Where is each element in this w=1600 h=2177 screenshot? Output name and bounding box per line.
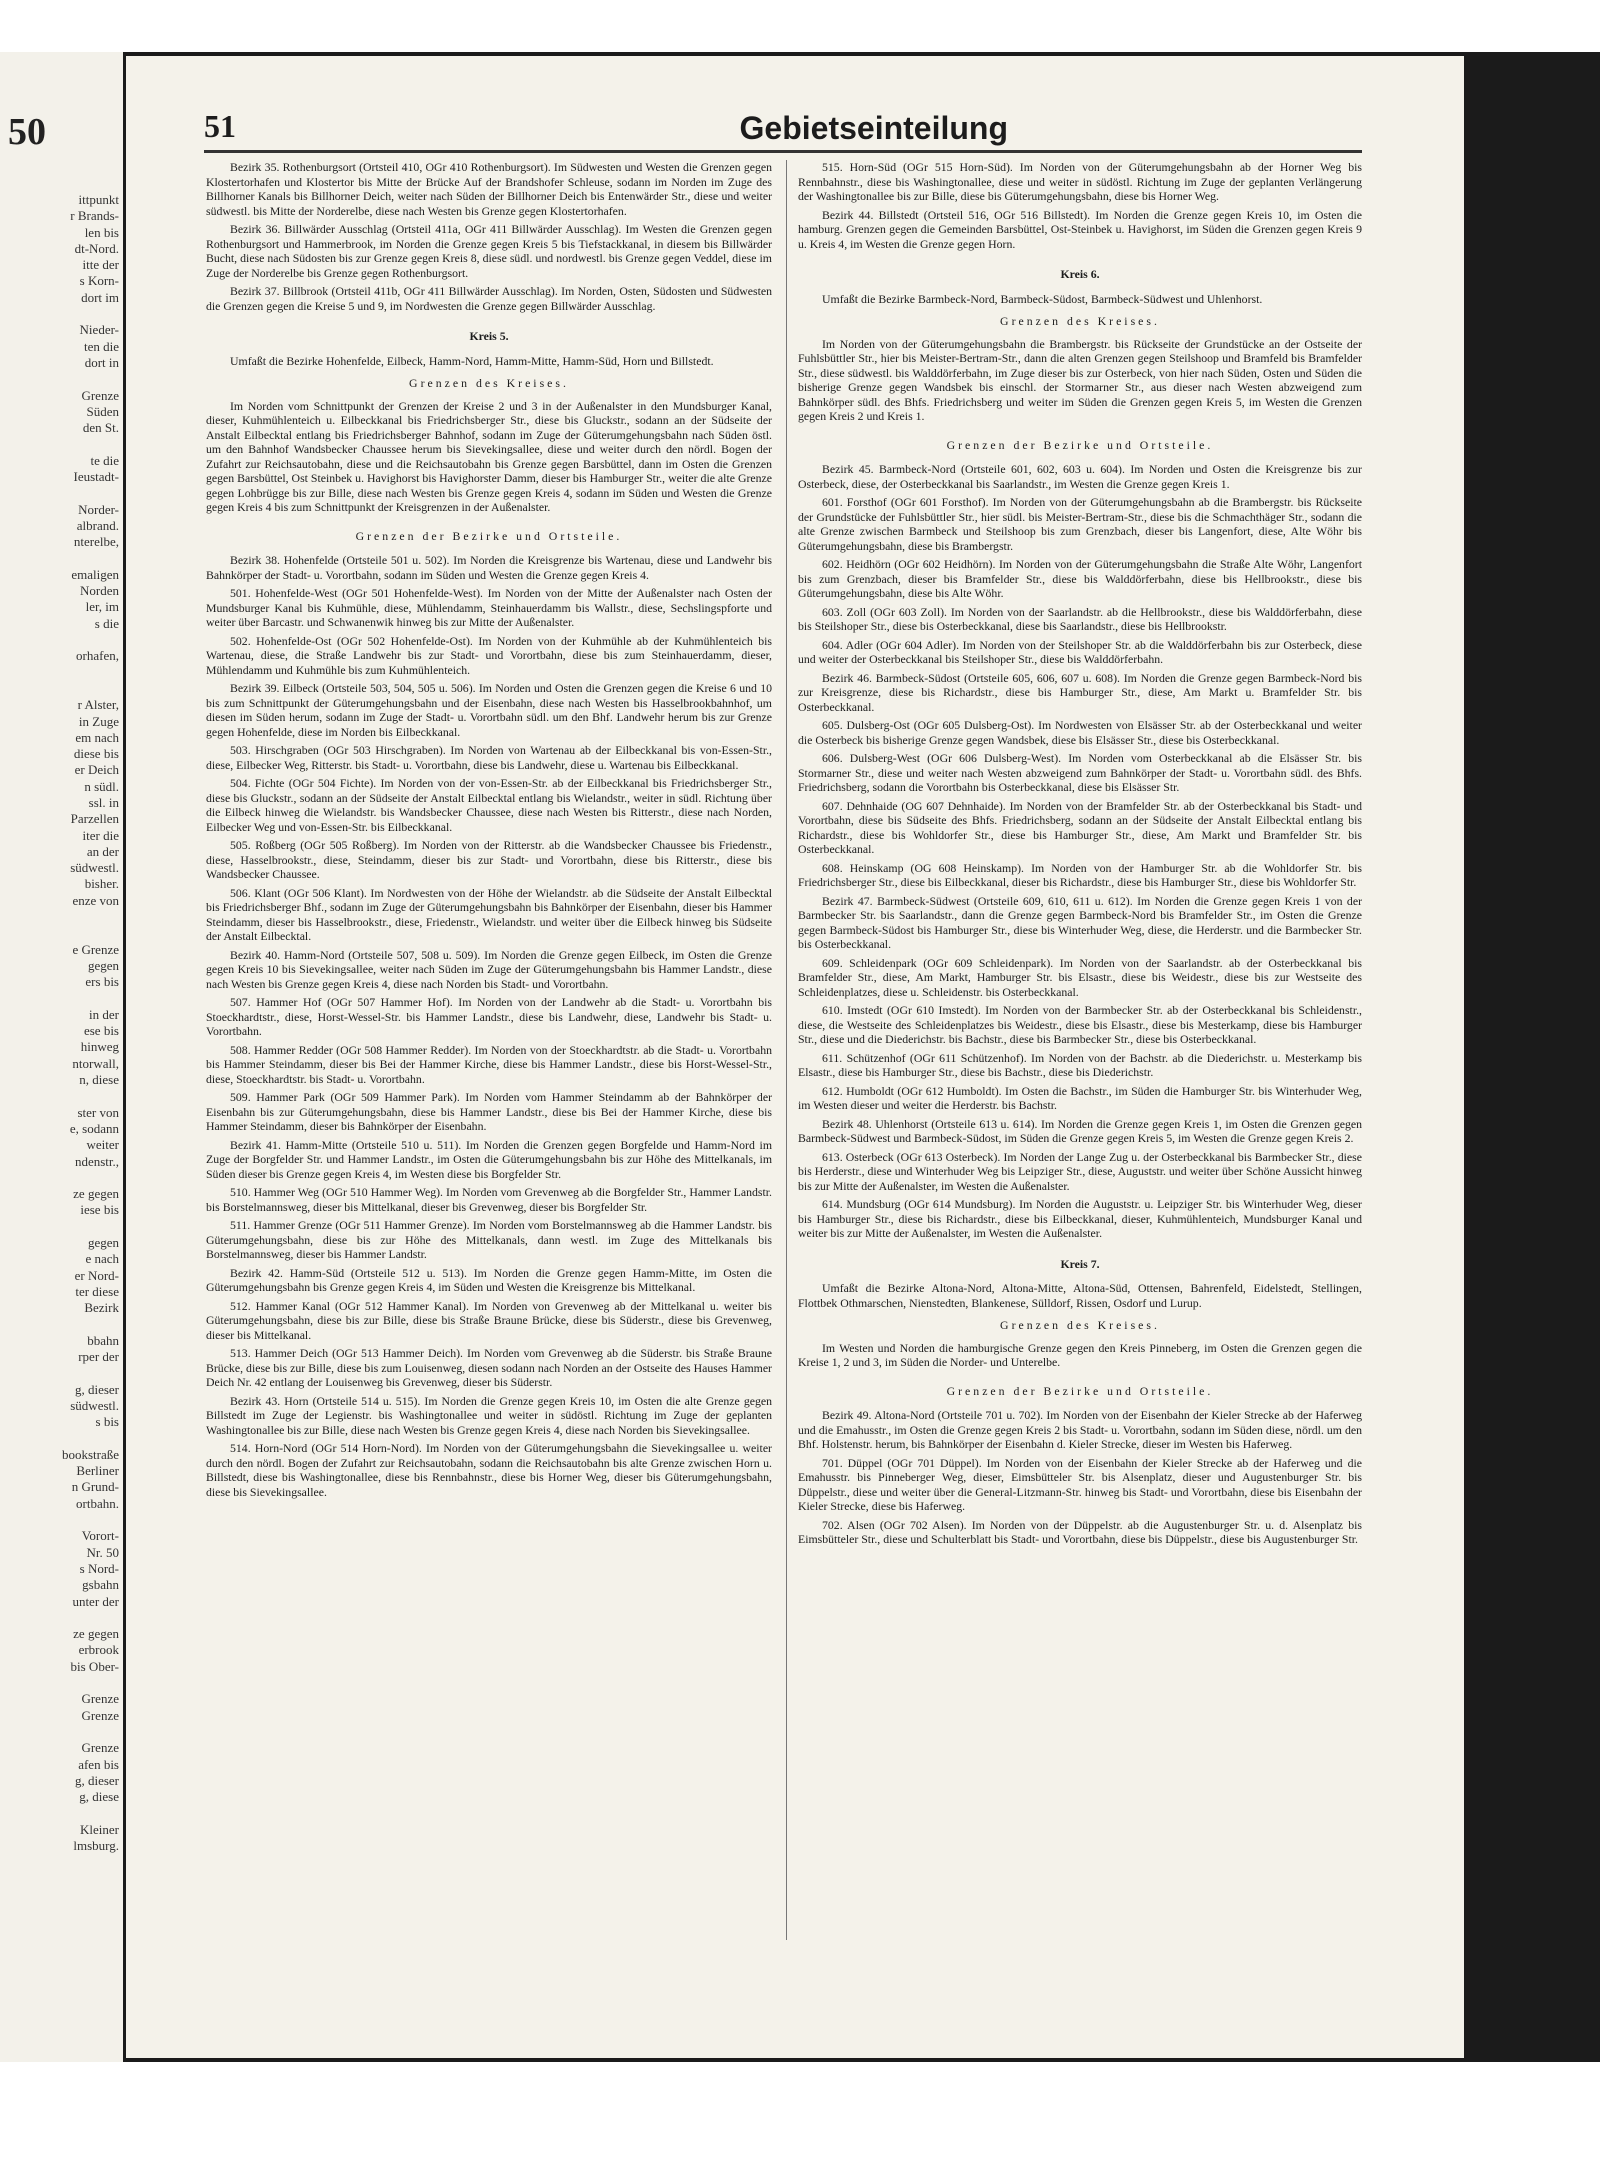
previous-page-line (11, 909, 119, 925)
previous-page-line: den St. (82, 420, 119, 436)
previous-page-line: orhafen, (76, 648, 119, 664)
previous-page-line: dort im (81, 289, 119, 305)
section-heading: Kreis 7. (1060, 1256, 1100, 1271)
previous-page-line (11, 1316, 119, 1332)
previous-page-line: dt-Nord. (74, 240, 119, 256)
paragraph: 515. Horn-Süd (OGr 515 Horn-Süd). Im Norden von der Güterumgehungsbahn ab der Horner Weg bis Rennbahnstr., diese bis Washingtonallee, diese und weiter in südöstl. Richtung im Zuge der geplanten Verlängerung der Washingtonallee bis zur Bille, diese bis Güterumgehungsbahn, diese bis Horner Weg. (798, 160, 1362, 203)
paragraph: Bezirk 38. Hohenfelde (Ortsteile 501 u. 502). Im Norden die Kreisgrenze bis Wartenau, diese und Landwehr bis Bahnkörper der Stadt- u. Vorortbahn, sodann im Süden und Westen die Grenze gegen Kreis 4. (206, 553, 772, 582)
previous-page-line: r Brands- (70, 208, 119, 224)
paragraph: 508. Hammer Redder (OGr 508 Hammer Redder). Im Norden von der Stoeckhardtstr. ab die Stadt- u. Vorortbahn bis Hammer Steindamm, dieser bis Bei der Hammer Kirche, diese bis Hammer Landstr., diese bis Horst-Wessel-Str., diese, Stoeckhardtstr. bis Stadt- u. Vorortbahn. (206, 1042, 772, 1086)
previous-page-line: erbrook (78, 1642, 119, 1658)
previous-page-line: ze gegen (73, 1186, 119, 1202)
previous-page-line: s bis (95, 1414, 119, 1430)
previous-page-line: gegen (87, 957, 119, 973)
paragraph: Umfaßt die Bezirke Barmbeck-Nord, Barmbeck-Südost, Barmbeck-Südwest und Uhlenhorst. (822, 291, 1263, 306)
previous-page-line: n südl. (84, 778, 119, 794)
paragraph: 603. Zoll (OGr 603 Zoll). Im Norden von der Saarlandstr. ab die Hellbrookstr., diese bis Walddörferbahn, diese bis Steilshoper Str., diese bis Osterbeckkanal, diese bis Saarlandstr., diese bis Hellbrookstr. (798, 604, 1362, 633)
previous-page-line: ese bis (83, 1023, 119, 1039)
paragraph: Bezirk 42. Hamm-Süd (Ortsteile 512 u. 513). Im Norden die Grenze gegen Hamm-Mitte, im Osten die Güterumgehungsbahn bis Grenze gegen Kreis 4, im Süden und Westen die Kreisgrenze bis Mittelkanal. (206, 1265, 772, 1294)
previous-page-line: ten die (83, 338, 119, 354)
previous-page-line: emaligen (71, 566, 119, 582)
section-heading: Kreis 5. (469, 329, 509, 343)
paragraph: 604. Adler (OGr 604 Adler). Im Norden von der Steilshoper Str. ab die Walddörferbahn bis zur Osterbeck, diese und weiter der Osterbeckkanal bis Steilshoper Str., diese bis Walddörferbahn. (798, 637, 1362, 666)
previous-page-line (11, 665, 119, 681)
previous-page-line: bisher. (84, 876, 119, 892)
paragraph: Bezirk 36. Billwärder Ausschlag (Ortsteil 411a, OGr 411 Billwärder Ausschlag). Im Westen die Grenzen gegen Rothenburgsort und Hammerbrook, im Norden die Grenze gegen Kreis 5 bis Tiefstackkanal, in diesem bis Billwärder Bucht, diese nach Südosten bis zur Grenze gegen Kreis 8, diese südl. und nordwestl. bis Grenze gegen Veddel, diese im Zuge der Norderelbe bis Grenze gegen Rothenburgsort. (206, 222, 772, 280)
previous-page-line: em nach (75, 729, 119, 745)
paragraph: 609. Schleidenpark (OGr 609 Schleidenpark). Im Norden von der Saarlandstr. ab der Osterbeckkanal bis Bramfelder Str., diese, Am Markt, Hamburger Str. bis Elsastr., diese bis Weidestr., diese bis zur Westseite des Schleidenplatzes, diese u. Schleidenstr. bis Osterbeckkanal. (798, 955, 1362, 999)
subsection-heading: Grenzen der Bezirke und Ortsteile. (946, 437, 1214, 452)
previous-page-line: gsbahn (82, 1577, 119, 1593)
paragraph: 702. Alsen (OGr 702 Alsen). Im Norden von der Düppelstr. ab die Augustenburger Str. u. d. Alsenplatz bis Eimsbütteler Str., diese und Schulterblatt bis Stadt- und Vorortbahn, diese bis Düppelstr., diese bis Augustenburger Str. (798, 1517, 1362, 1546)
previous-page-line: ndenstr., (74, 1153, 119, 1169)
subsection-heading: Grenzen der Bezirke und Ortsteile. (355, 528, 623, 543)
previous-page-line: Süden (86, 403, 119, 419)
paragraph: 701. Düppel (OGr 701 Düppel). Im Norden von der Eisenbahn der Kieler Strecke ab der Haferweg und die Emahusstr. bis Pinneberger Weg, dieser, Eimsbütteler Str. bis Alsenplatz, dieser und Augustenburger Str. bis Düppelstr., diese und weiter über die General-Litzmann-Str. hinweg bis Stadt- und Vorortbahn, diese bis Eisenbahn der Kieler Strecke, diese bis Haferweg. (798, 1455, 1362, 1513)
paragraph: 601. Forsthof (OGr 601 Forsthof). Im Norden von der Güterumgehungsbahn ab die Brambergstr. bis Rückseite der Grundstücke der Fuhlsbüttler Str., hier südl. bis Meister-Bertram-Str., diese bis die Schmachthäger Str., sodann die alte Grenze zwischen Barmbeck und Steilshoop bis zum Grenzbach, dieser bis Langenfort, diese, Alte Wöhr bis Güterumgehungsbahn, diese bis Brambergstr. (798, 495, 1362, 553)
paragraph: 504. Fichte (OGr 504 Fichte). Im Norden von der von-Essen-Str. ab der Eilbeckkanal bis Friedrichsberger Str., diese bis Gluckstr., sodann an der Südseite der Anstalt Eilbecktal entlang bis Wielandstr., weiter in südl. Richtung über die Eilbeck hinweg die Wielandstr. bis Wandsbecker Chaussee, diese nach Westen bis Ritterstr., diese nach Norden, Eilbecker Weg und von-Essen-Str. bis Eilbeckkanal. (206, 776, 772, 834)
previous-page-line (11, 551, 119, 567)
previous-page-line: Nr. 50 (86, 1544, 119, 1560)
paragraph: Bezirk 37. Billbrook (Ortsteil 411b, OGr 411 Billwärder Ausschlag). Im Norden, Osten, Südosten und Südwesten die Grenzen gegen die Kreise 5 und 9, im Nordwesten die Grenze gegen Billwärder Ausschlag. (206, 284, 772, 313)
previous-page-line: Grenze (81, 387, 119, 403)
previous-page-line: Ieustadt- (73, 469, 119, 485)
previous-page-line: te die (90, 452, 119, 468)
previous-page-line: g, dieser (74, 1772, 119, 1788)
previous-page-line: r Alster, (77, 697, 119, 713)
previous-page-line: unter der (72, 1593, 119, 1609)
previous-page-line: e, sodann (69, 1120, 119, 1136)
previous-page-line: iter die (82, 827, 119, 843)
column-divider (786, 160, 787, 1940)
paragraph: 510. Hammer Weg (OGr 510 Hammer Weg). Im Norden vom Grevenweg ab die Borgfelder Str., Hammer Landstr. bis Borstelmannsweg, dieser bis Mittelkanal, dieser bis Grevenweg, dieser bis Borgfelder Str. (206, 1185, 772, 1214)
paragraph: 503. Hirschgraben (OGr 503 Hirschgraben). Im Norden von Wartenau ab der Eilbeckkanal bis von-Essen-Str., diese, Eilbecker Weg, Ritterstr. bis Stadt- u. Vorortbahn, diese bis Landwehr, diese u. Wartenau bis Eilbeckkanal. (206, 743, 772, 772)
paragraph: 514. Horn-Nord (OGr 514 Horn-Nord). Im Norden von der Güterumgehungsbahn die Sievekingsallee u. weiter durch den nördl. Bogen der Zufahrt zur Reichsautobahn, sodann die Reichsautobahn bis alte Grenze zwischen Horn u. Billstedt, diese bis Washingtonallee, diese bis Rennbahnstr., diese bis Horner Weg, dieser bis Güterumgehungsbahn, diese bis Sievekingsallee. (206, 1441, 772, 1499)
previous-page-line: Berliner (76, 1463, 119, 1479)
previous-page-line (11, 1170, 119, 1186)
previous-page-line: bis Ober- (70, 1658, 119, 1674)
previous-page-line: ortbahn. (76, 1495, 119, 1511)
page-title: Gebietseinteilung (739, 110, 1008, 146)
paragraph: Im Norden vom Schnittpunkt der Grenzen der Kreise 2 und 3 in der Außenalster in den Mundsburger Kanal, dieser, Kuhmühlenteich u. Eilbeckkanal bis Friedrichsberger Str., diese bis Gluckstr., sodann an der Südseite der Anstalt Eilbecktal entlang bis Friedrichsberger Bahnhof, sodann im Zuge der Güterumgehungsbahn nach Süden östl. um den Bahnhof Wandsbecker Chaussee herum bis Sievekingsallee, diese und weiter durch den nördl. Bogen der Zufahrt zur Reichsautobahn, diese und die Reichsautobahn bis Grenze gegen Barsbüttel, dann im Osten die Grenzen gegen Barsbüttel, Ost Steinbek u. Havighorst bis Havighorster Damm, dieser bis Hamburger Str., weiter die alte Grenze gegen Lohbrügge bis zur Bille, diese nach Westen bis Grenze gegen Kreis 4, sodann im Süden und Westen die Grenze gegen Kreis 4 bis zum Schnittpunkt der Kreisgrenzen in der Außenalster. (206, 398, 772, 514)
previous-page-line: e nach (85, 1251, 119, 1267)
previous-page-line (11, 1088, 119, 1104)
previous-page-line: dort in (84, 354, 119, 370)
subsection-heading: Grenzen des Kreises. (409, 376, 569, 390)
previous-page-line: iese bis (80, 1202, 119, 1218)
paragraph: 608. Heinskamp (OG 608 Heinskamp). Im Norden von der Hamburger Str. ab die Wohldorfer Str. bis Friedrichsberger Str., diese bis Eilbeckkanal, dieser bis Richardstr., diese bis Hamburger Str., diese bis Wohldorfer Str. (798, 860, 1362, 889)
previous-page-line (11, 1431, 119, 1447)
paragraph: Bezirk 41. Hamm-Mitte (Ortsteile 510 u. 511). Im Norden die Grenzen gegen Borgfelde und Hamm-Nord im Zuge der Borgfelder Str. und Hammer Landstr., im Osten die Güterumgehungsbahn bis zur Höhe des Mittelkanals, im Süden dieser bis Grenze gegen Kreis 4, im Westen diese bis Borgfelder Str. (206, 1137, 772, 1181)
paragraph: 511. Hammer Grenze (OGr 511 Hammer Grenze). Im Norden vom Borstelmannsweg ab die Hammer Landstr. bis Güterumgehungsbahn, diese bis zur Höhe des Mittelkanals, dann westl. im Zuge des Mittelkanals bis Borstelmannsweg, dieser bis Hammer Landstr. (206, 1218, 772, 1261)
previous-page-line: s die (94, 615, 119, 631)
previous-page-line (11, 436, 119, 452)
paragraph: Bezirk 43. Horn (Ortsteile 514 u. 515). Im Norden die Grenze gegen Kreis 10, im Osten die alte Grenze gegen Billstedt im Zuge der Legienstr. bis Washingtonallee und weiter in südöstl. Richtung im Zuge der geplanten Washingtonallee bis zur Bille, diese nach Westen bis Grenze gegen Kreis 4, diese nach Norden bis Sievekingsallee. (206, 1393, 772, 1437)
previous-page-line: s Nord- (79, 1560, 119, 1576)
previous-page-line: len bis (84, 224, 119, 240)
previous-page-line: n, diese (79, 1072, 119, 1088)
previous-page-edge (0, 52, 123, 2062)
paragraph: Umfaßt die Bezirke Hohenfelde, Eilbeck, Hamm-Nord, Hamm-Mitte, Hamm-Süd, Horn und Billstedt. (230, 353, 714, 368)
previous-page-line: südwestl. (70, 860, 119, 876)
previous-page-line: ers bis (85, 974, 119, 990)
previous-page-line (11, 306, 119, 322)
paragraph: Bezirk 35. Rothenburgsort (Ortsteil 410, OGr 410 Rothenburgsort). Im Südwesten und Westen die Grenzen gegen Klostertorhafen und Klostertor bis Mitte der Brücke Auf der Brandshofer Schleuse, sodann im Norden im Zuge des Billhorner Kanals bis Billhorner Deich, weiter nach Süden der Billhorner Deich bis Entenwärder Str., diese und weiter südwestl. bis Mitte der Norderelbe, diese nach Westen bis Grenze gegen Klostertorhafen. (206, 160, 772, 218)
previous-page-line: Grenze (81, 1691, 119, 1707)
paragraph: 605. Dulsberg-Ost (OGr 605 Dulsberg-Ost). Im Nordwesten von Elsässer Str. ab der Osterbeckkanal und weiter die Osterbeck bis bisherige Grenze gegen Wandsbek, diese bis Elsässer Str., diese bis Osterbeckkanal. (798, 718, 1362, 747)
previous-page-line: n Grund- (71, 1479, 119, 1495)
header-rule (204, 150, 1362, 153)
previous-page-line: ster von (77, 1104, 119, 1120)
previous-page-line (11, 1610, 119, 1626)
paragraph: 502. Hohenfelde-Ost (OGr 502 Hohenfelde-Ost). Im Norden von der Kuhmühle ab der Kuhmühlenteich bis Wartenau, diese, die Straße Landwehr bis zur Stadt- und Vorortbahn, diese bis zum Steinhauerdamm, dieser, Mühlendamm und Kuhmühle bis zum Kuhmühlenteich. (206, 633, 772, 677)
previous-page-line: lmsburg. (73, 1837, 119, 1853)
previous-page-line: in der (89, 1006, 119, 1022)
previous-page-number: 50 (8, 111, 46, 153)
paragraph: 512. Hammer Kanal (OGr 512 Hammer Kanal). Im Norden von Grevenweg ab der Mittelkanal u. weiter bis Güterumgehungsbahn, diese bis zur Bille, diese bis Straße Braune Brücke, diese bis Süderstr., diese bis Grevenweg, dieser bis Mittelkanal. (206, 1298, 772, 1342)
previous-page-line: südwestl. (70, 1397, 119, 1413)
paragraph: 506. Klant (OGr 506 Klant). Im Nordwesten von der Höhe der Wielandstr. ab die Südseite der Anstalt Eilbecktal bis Friedrichsberger Bhf., sodann im Zuge der Güterumgehungsbahn bis Bahnkörper der Eisenbahn, dieser bis Hammer Steindamm, dieser bis Hasselbrookstr., diese, Friedenstr., Wielandstr. und weiter über die Eilbeck hinweg bis Südseite der Anstalt Eilbecktal. (206, 885, 772, 943)
previous-page-line (11, 485, 119, 501)
previous-page-line (11, 632, 119, 648)
previous-page-line (11, 1365, 119, 1381)
previous-page-line: Grenze (81, 1707, 119, 1723)
previous-page-line: ter diese (75, 1283, 119, 1299)
previous-page-line (11, 371, 119, 387)
paragraph: Im Norden von der Güterumgehungsbahn die Brambergstr. bis Rückseite der Grundstücke an der Ostseite der Fuhlsbüttler Str., hier bis Meister-Bertram-Str., dann die alten Grenzen gegen Steilshoop und Bramfeld bis Bramfelder Str., diese südwestl. bis Walddörferbahn, im Zuge dieser bis zur Osterbeck, von hier nach Süden, Osten und Süden die bisherige Grenze gegen Wandsbek bis einschl. der Stormarner Str., aus dieser nach Westen abzweigend zum Bahnkörper südl. des Bhfs. Friedrichsberg und weiter im Süden die Grenzen gegen Kreis 5, im Westen die Grenzen gegen Kreis 2 und Kreis 1. (798, 336, 1362, 423)
previous-page-line (11, 925, 119, 941)
previous-page-line (11, 1805, 119, 1821)
previous-page-line: Vorort- (81, 1528, 119, 1544)
paragraph: 507. Hammer Hof (OGr 507 Hammer Hof). Im Norden von der Landwehr ab die Stadt- u. Vorortbahn bis Stoeckhardtstr., diese, Horst-Wessel-Str. bis Hammer Landstr., diese bis Landwehr, diese, Landwehr bis Stadt- u. Vorortbahn. (206, 995, 772, 1038)
previous-page-line: itte der (82, 257, 119, 273)
paragraph: Bezirk 49. Altona-Nord (Ortsteile 701 u. 702). Im Norden von der Eisenbahn der Kieler Strecke ab der Haferweg und die Emahusstr., im Osten die Grenze gegen Kreis 2 bis Stadt- u. Vorortbahn, sodann im Süden diese, nördl. um den Bhf. Holstenstr. herum, bis Bahnkörper der Eisenbahn d. Kieler Strecke, dieser im Westen bis Haferweg. (798, 1408, 1362, 1451)
previous-page-line (11, 1675, 119, 1691)
previous-page-line: Grenze (81, 1740, 119, 1756)
paragraph: 614. Mundsburg (OGr 614 Mundsburg). Im Norden die Auguststr. u. Leipziger Str. bis Winterhuder Weg, dieser bis Hamburger Str., diese bis Richardstr., diese bis Eilbeckkanal, dieser, Kuhmühlenteich, Mundsburger Kanal und weiter bis zur Mitte der Außenalster, im Westen die Außenalster. (798, 1197, 1362, 1240)
previous-page-line: rper der (78, 1349, 119, 1365)
previous-page-line: diese bis (73, 746, 119, 762)
previous-page-line: Nieder- (79, 322, 119, 338)
previous-page-line: ssl. in (88, 794, 119, 810)
previous-page-line: nterelbe, (73, 534, 119, 550)
paragraph: 509. Hammer Park (OGr 509 Hammer Park). Im Norden vom Hammer Steindamm ab der Bahnkörper der Eisenbahn bis zur Güterumgehungsbahn, diese bis Hammer Landstr., diese bis Bei der Hammer Kirche, diese bis Hammer Steindamm, dieser bis Bahnkörper der Eisenbahn. (206, 1090, 772, 1133)
previous-page-line: hinweg (80, 1039, 119, 1055)
previous-page-line: er Deich (74, 762, 119, 778)
paragraph: Bezirk 39. Eilbeck (Ortsteile 503, 504, 505 u. 506). Im Norden und Osten die Grenzen gegen die Kreise 6 und 10 bis zum Schnittpunkt der Güterumgehungsbahn und der Eisenbahn, diese nach Westen bis Hasselbrookbahnhof, um diesen im Süden herum, sodann im Zuge der Stadt- u. Vorortbahn südl. um den Bhf. Landwehr herum bis zur Grenze gegen Hohenfelde, diese im Norden bis Eilbeckkanal. (206, 681, 772, 739)
paragraph: Bezirk 47. Barmbeck-Südwest (Ortsteile 609, 610, 611 u. 612). Im Norden die Grenze gegen Kreis 1 von der Barmbecker Str. bis Saarlandstr., dann die Grenze gegen Barmbeck-Nord bis Bramfelder Str., im Osten die Grenze gegen Barmbeck-Südost bis Hamburger Str., diese bis Winterhuder Weg, diese, die Herderstr. und die Barmbecker Str. bis Osterbeckkanal. (798, 893, 1362, 951)
subsection-heading: Grenzen der Bezirke und Ortsteile. (946, 1383, 1214, 1398)
previous-page-line: enze von (72, 892, 119, 908)
previous-page-line: albrand. (76, 517, 119, 533)
previous-page-line: s Korn- (79, 273, 119, 289)
previous-page-line: Norder- (78, 501, 119, 517)
paragraph: 607. Dehnhaide (OG 607 Dehnhaide). Im Norden von der Bramfelder Str. ab der Osterbeckkanal bis Stadt- und Vorortbahn, diese bis Südseite des Bhfs. Friedrichsberg, sodann an der Südseite der Anstalt Eilbecktal entlang bis Richardstr., diese bis Wohldorfer Str., diese bis Hamburger Str., diese, Am Markt und Bramfelder Str. bis Osterbeckkanal. (798, 798, 1362, 856)
previous-page-line: Norden (80, 583, 119, 599)
previous-page-line (11, 681, 119, 697)
paragraph: Bezirk 46. Barmbeck-Südost (Ortsteile 605, 606, 607 u. 608). Im Norden die Grenze gegen Barmbeck-Nord bis zur Kreisgrenze, diese bis Richardstr., diese bis Hamburger Str., diese, Am Markt u. Bramfelder Str. bis Osterbeckkanal. (798, 670, 1362, 714)
previous-page-line: e Grenze (72, 941, 119, 957)
previous-page-line: ntorwall, (72, 1055, 119, 1071)
subsection-heading: Grenzen des Kreises. (1000, 1318, 1160, 1332)
previous-page-line: ler, im (85, 599, 119, 615)
left-column (206, 160, 772, 1503)
paragraph: Im Westen und Norden die hamburgische Grenze gegen den Kreis Pinneberg, im Osten die Grenzen gegen die Kreise 1, 2 und 3, im Süden die Norder- und Unterelbe. (798, 1340, 1362, 1369)
previous-page-line: afen bis (78, 1756, 119, 1772)
page-51 (126, 56, 1464, 2058)
paragraph: 513. Hammer Deich (OGr 513 Hammer Deich). Im Norden vom Grevenweg ab die Süderstr. bis Straße Braune Brücke, diese bis zur Bille, diese bis zum Louisenweg, diesen sodann nach Norden an der Ostseite des Hauses Hammer Deich Nr. 42 entlang der Louisenweg bis Grevenweg, dieser bis Süderstr. (206, 1346, 772, 1389)
previous-page-line: weiter (86, 1137, 119, 1153)
paragraph: Bezirk 44. Billstedt (Ortsteil 516, OGr 516 Billstedt). Im Norden die Grenze gegen Kreis 10, im Osten die hamburg. Grenzen gegen die Gemeinden Barsbüttel, Ost-Steinbek u. Havighorst, im Süden die Grenzen gegen Kreis 9 u. Kreis 4, im Westen die Grenze gegen Horn. (798, 207, 1362, 251)
paragraph: 611. Schützenhof (OGr 611 Schützenhof). Im Norden von der Bachstr. ab die Diederichstr. u. Mesterkamp bis Elsastr., diese bis Hamburger Str., diese bis Bachstr., diese bis Diederichstr. (798, 1050, 1362, 1079)
previous-page-line (11, 1724, 119, 1740)
paragraph: Umfaßt die Bezirke Altona-Nord, Altona-Mitte, Altona-Süd, Ottensen, Bahrenfeld, Eidelstedt, Stellingen, Flottbek Othmarschen, Nienstedten, Blankenese, Sülldorf, Rissen, Osdorf und Lurup. (798, 1281, 1362, 1310)
paragraph: Bezirk 40. Hamm-Nord (Ortsteile 507, 508 u. 509). Im Norden die Grenze gegen Eilbeck, im Osten die Grenze gegen Kreis 10 bis Sievekingsallee, weiter nach Süden im Zuge der Güterumgehungsbahn bis Hammer Landstr., diese nach Westen bis Grenze gegen Kreis 4, diese nach Norden bis Stadt- und Vorortbahn. (206, 947, 772, 991)
previous-page-line: bookstraße (61, 1446, 119, 1462)
previous-page-line: in Zuge (78, 713, 119, 729)
page-number: 51 (204, 108, 236, 144)
right-column (798, 160, 1362, 1551)
previous-page-line: gegen (87, 1235, 119, 1250)
previous-page-line: Bezirk (84, 1300, 119, 1316)
paragraph: 501. Hohenfelde-West (OGr 501 Hohenfelde-West). Im Norden von der Mitte der Außenalster nach Osten der Mundsburger Kanal bis Kuhmühle, diese, Mühlendamm, Steinhauerdamm bis Wallstr., diese, Sechslingspforte und weiter über Barcastr. und Schwanenwik hinweg bis zur Mitte der Außenalster. (206, 586, 772, 629)
previous-page-line (11, 991, 119, 1007)
previous-page-line: g, diese (79, 1789, 119, 1805)
previous-page-text (11, 192, 119, 1854)
paragraph: 606. Dulsberg-West (OGr 606 Dulsberg-West). Im Norden vom Osterbeckkanal ab die Elsässer Str. bis Stormarner Str., diese und weiter nach Westen abzweigend zum Bahnkörper der Stadt- u. Vorortbahn südl. des Bhfs. Friedrichsberg, sodann die Vorortbahn bis Osterbeckkanal, diese bis Elsässer Str. (798, 751, 1362, 794)
previous-page-line: bbahn (87, 1332, 119, 1348)
paragraph: 610. Imstedt (OGr 610 Imstedt). Im Norden von der Barmbecker Str. ab der Osterbeckkanal bis Schleidenstr., diese, die Westseite des Schleidenplatzes bis Weidestr., diese bis Elsastr., diese bis Mesterkamp, diese bis Hamburger Str., diese und die Diederichstr. bis Bachstr., diese bis Barmbecker Str., diese bis Osterbeckkanal. (798, 1003, 1362, 1046)
paragraph: 602. Heidhörn (OGr 602 Heidhörn). Im Norden von der Güterumgehungsbahn die Straße Alte Wöhr, Langenfort bis zum Grenzbach, dieser bis Bramfelder Str., diese bis Walddörferbahn, diese bis Hellbrookstr., diese bis Güterumgehungsbahn, diese bis Alte Wöhr. (798, 557, 1362, 600)
previous-page-line: Kleiner (80, 1821, 119, 1837)
paragraph: 505. Roßberg (OGr 505 Roßberg). Im Norden von der Ritterstr. ab die Wandsbecker Chaussee bis Friedenstr., diese, Hasselbrookstr., diese, Steindamm, dieser bis zur Stadt- und Vorortbahn, diese bis Ritterstr., diese bis Wandsbecker Chaussee. (206, 838, 772, 881)
previous-page-line: ittpunkt (78, 192, 119, 207)
previous-page-line: g, dieser (74, 1381, 119, 1397)
previous-page-line (11, 1512, 119, 1528)
previous-page-line: Parzellen (70, 811, 119, 827)
previous-page-line: an der (86, 843, 119, 859)
subsection-heading: Grenzen des Kreises. (1000, 314, 1160, 328)
paragraph: Bezirk 48. Uhlenhorst (Ortsteile 613 u. 614). Im Norden die Grenze gegen Kreis 1, im Osten die Grenzen gegen Barmbeck-Südwest und Barmbeck-Südost, im Süden die Grenze gegen Kreis 5, im Westen die Grenze gegen Kreis 2. (798, 1116, 1362, 1145)
paragraph: 613. Osterbeck (OGr 613 Osterbeck). Im Norden der Lange Zug u. der Osterbeckkanal bis Barmbecker Str., diese bis Herderstr., diese und Winterhuder Weg bis Leipziger Str., diese, Auguststr. und weiter über Schöne Aussicht hinweg bis zur Mitte der Außenalster, im Westen die Außenalster. (798, 1149, 1362, 1193)
previous-page-line (11, 1219, 119, 1235)
paragraph: 612. Humboldt (OGr 612 Humboldt). Im Osten die Bachstr., im Süden die Hamburger Str. bis Winterhuder Weg, im Westen dieser und weiter die Herderstr. bis Bachstr. (798, 1083, 1362, 1112)
paragraph: Bezirk 45. Barmbeck-Nord (Ortsteile 601, 602, 603 u. 604). Im Norden und Osten die Kreisgrenze bis zur Osterbeck, diese, der Osterbeckkanal bis Saarlandstr., im Westen die Grenze gegen Kreis 1. (798, 462, 1362, 491)
previous-page-line: ze gegen (73, 1626, 119, 1642)
previous-page-line: er Nord- (74, 1267, 119, 1283)
section-heading: Kreis 6. (1060, 267, 1100, 281)
